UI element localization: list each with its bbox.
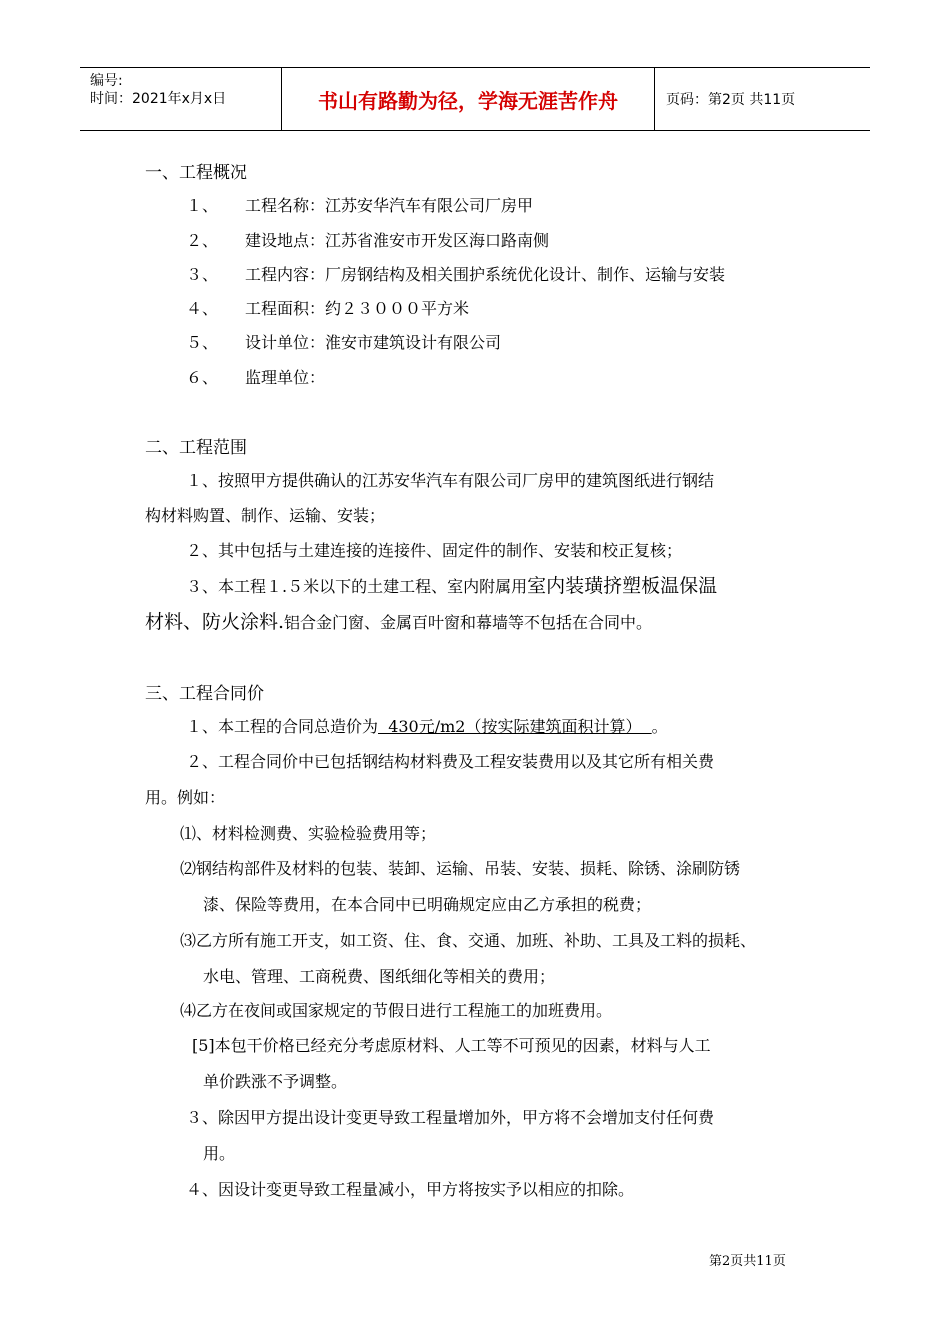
s2-p1-line2: 构材料购置、制作、运输、安装； [145,506,386,525]
s3-p1 [186,714,668,737]
s2-p3-emph: 材料、防火涂料. [145,611,285,633]
s3-item-5-line2: 单价跌涨不予调整。 [203,1072,348,1091]
contract-price: 430元/m2（按实际建筑面积计算） [378,717,652,736]
s1-item-text: 设计单位：淮安市建筑设计有限公司 [245,333,502,352]
page-header [80,67,870,131]
section-2-title: 二、工程范围 [145,438,247,458]
s2-p3-text: 铝合金门窗、金属百叶窗和幕墙等不包括在合同中。 [284,613,653,632]
s1-item-num: ３、 [186,265,219,284]
s1-item-num: ２、 [186,231,219,250]
header-motto: 书山有路勤为径，学海无涯苦作舟 [282,68,655,130]
s3-item-2-line1: ⑵钢结构部件及材料的包装、装卸、运输、吊装、安装、损耗、除锈、涂刷防锈 [180,859,741,878]
time-label: 时间：2021年x月x日 [90,91,227,107]
s1-item-text: 工程面积：约２３０００平方米 [245,299,470,318]
s1-item-num: ４、 [186,299,219,318]
s2-p3-emph: 室内装璜挤塑板温保温 [527,575,718,597]
s1-item-text: 建设地点：江苏省淮安市开发区海口路南侧 [245,231,550,250]
s3-item-4: ⑷乙方在夜间或国家规定的节假日进行工程施工的加班费用。 [180,1001,613,1020]
s3-p4: ４、因设计变更导致工程量减小，甲方将按实予以相应的扣除。 [186,1180,635,1199]
s1-item-text: 监理单位： [245,368,326,387]
header-page-label: 页码：第2页 共11页 [666,92,796,108]
s2-p3-line2 [145,607,652,634]
s3-item-3-line1: ⑶乙方所有施工开支，如工资、住、食、交通、加班、补助、工具及工料的损耗、 [180,931,757,950]
page-footer: 第2页共11页 [709,1254,786,1269]
s3-p1-end: 。 [651,717,668,736]
s1-item-num: ６、 [186,368,219,387]
section-1-title: 一、工程概况 [145,163,247,183]
s1-item-num: ５、 [186,333,219,352]
s2-p3-text: ３、本工程１.５米以下的土建工程、室内附属用 [186,577,528,596]
s3-p2-line1: ２、工程合同价中已包括钢结构材料费及工程安装费用以及其它所有相关费 [186,752,715,771]
s3-item-2-line2: 漆、保险等费用，在本合同中已明确规定应由乙方承担的税费； [203,895,652,914]
s1-item-text: 工程名称：江苏安华汽车有限公司厂房甲 [245,196,534,215]
s3-p3-line1: ３、除因甲方提出设计变更导致工程量增加外，甲方将不会增加支付任何费 [186,1108,715,1127]
s3-p1-text: １、本工程的合同总造价为 [186,717,379,736]
s3-item-1: ⑴、材料检测费、实验检验费用等； [180,824,437,843]
s1-item-num: １、 [186,196,219,215]
s2-p2: ２、其中包括与土建连接的连接件、固定件的制作、安装和校正复核； [186,541,683,560]
s1-item-text: 工程内容：厂房钢结构及相关围护系统优化设计、制作、运输与安装 [245,265,726,284]
s3-p2-line2: 用。例如： [145,788,226,807]
s3-p3-line2: 用。 [203,1144,236,1163]
s3-item-3-line2: 水电、管理、工商税费、图纸细化等相关的费用； [203,967,556,986]
header-meta [80,68,282,130]
code-label: 编号: [90,73,123,89]
s3-item-5-line1: [5]本包干价格已经充分考虑原材料、人工等不可预见的因素，材料与人工 [192,1036,711,1055]
section-3-title: 三、工程合同价 [145,684,264,704]
s2-p3-line1 [186,571,717,598]
s2-p1-line1: １、按照甲方提供确认的江苏安华汽车有限公司厂房甲的建筑图纸进行钢结 [186,471,715,490]
